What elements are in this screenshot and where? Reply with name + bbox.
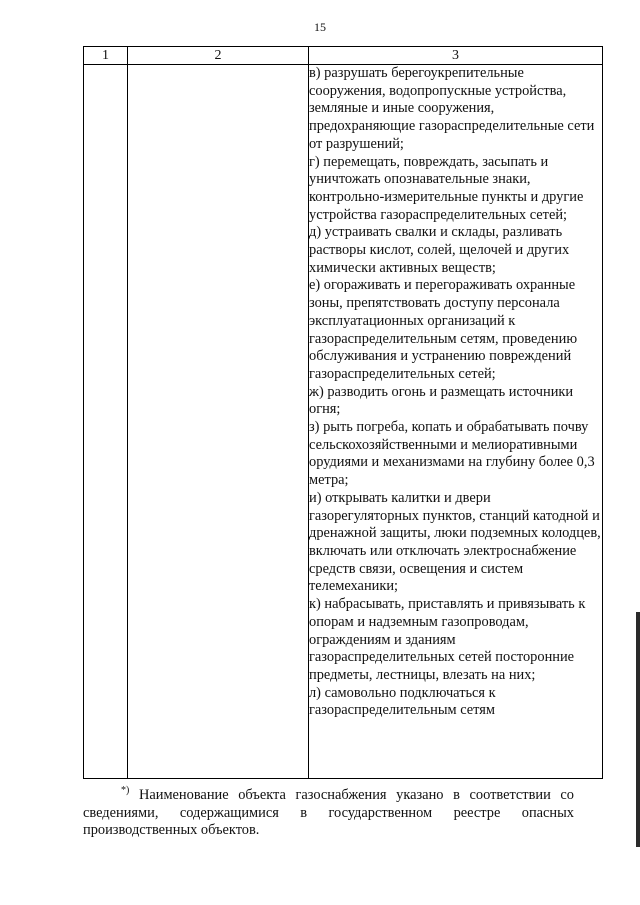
prohibitions-cell: [309, 65, 603, 779]
clause-v: в) разрушать берегоукрепительные сооружения, водопропускные устройства, земляные и иные сооружения, предохраняющие газораспределительные сети от разрушений;: [309, 65, 595, 152]
clause-d: д) устраивать свалки и склады, разливать растворы кислот, солей, щелочей и других химически активных веществ;: [309, 224, 570, 276]
column-header-3: 3: [309, 47, 603, 65]
clause-zh: ж) разводить огонь и размещать источники огня;: [309, 383, 574, 418]
empty-cell-col2: [128, 65, 309, 779]
empty-cell-col1: [84, 65, 128, 779]
footnote: [83, 787, 574, 840]
page-number: 15: [314, 20, 326, 34]
clause-k: к) набрасывать, приставлять и привязывать к опорам и надземным газопроводам, ограждениям и зданиям газораспределительных сетей посторонние предметы, лестницы, влезать на них;: [309, 596, 586, 683]
footnote-marker: *): [121, 785, 130, 797]
column-header-2: 2: [128, 47, 309, 65]
table-row: [84, 65, 603, 779]
scan-edge-artifact: [636, 612, 640, 847]
clause-e: е) огораживать и перегораживать охранные зоны, препятствовать доступу персонала эксплуатационных организаций к газораспределительным сетям, проведению обслуживания и устранению повреждений газораспределительных сетей;: [309, 277, 578, 382]
clause-i: и) открывать калитки и двери газорегуляторных пунктов, станций катодной и дренажной защиты, люки подземных колодцев, включать или отключать электроснабжение средств связи, освещения и систем телемеханики;: [309, 489, 601, 595]
clause-g: г) перемещать, повреждать, засыпать и уничтожать опознавательные знаки, контрольно-измерительные пункты и другие устройства газораспределительных сетей;: [309, 153, 584, 223]
footnote-text: Наименование объекта газоснабжения указано в соответствии со сведениями, содержащимися в государственном реестре опасных производственных объектов.: [83, 787, 574, 838]
clause-z: з) рыть погреба, копать и обрабатывать почву сельскохозяйственными и мелиоративными орудиями и механизмами на глубину более 0,3 метра;: [309, 419, 595, 489]
column-header-1: 1: [84, 47, 128, 65]
table-header-row: [84, 47, 603, 65]
clause-l: л) самовольно подключаться к газораспределительным сетям: [309, 684, 496, 719]
regulation-table: [83, 46, 603, 779]
